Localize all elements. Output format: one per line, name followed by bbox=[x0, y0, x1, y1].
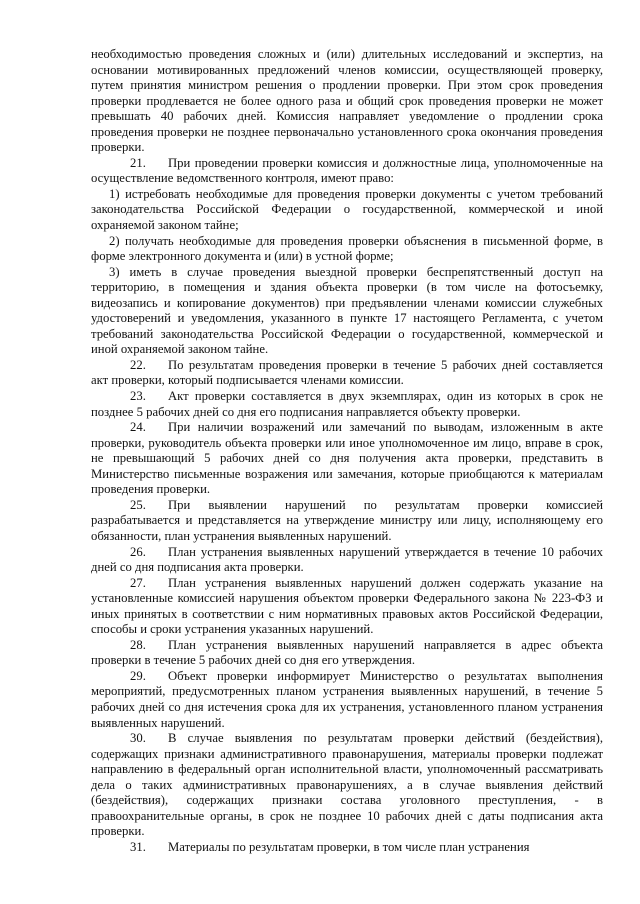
paragraph-24: 24. При наличии возражений или замечаний по выводам, изложенным в акте проверки, руководитель объекта проверки или иное уполномоченное им лицо, вправе в срок, не превышающий 5 рабочих дней со дня получения акта проверки, представить в Министерство письменные возражения или замечания, которые приобщаются к материалам проведения проверки. bbox=[91, 420, 603, 497]
paragraph-28: 28. План устранения выявленных нарушений направляется в адрес объекта проверки в течение 5 рабочих дней со дня его утверждения. bbox=[91, 637, 603, 668]
paragraph-26: 26. План устранения выявленных нарушений утверждается в течение 10 рабочих дней со дня подписания акта проверки. bbox=[91, 544, 603, 575]
paragraph-number: 21. bbox=[130, 155, 146, 170]
paragraph-number: 30. bbox=[130, 731, 146, 746]
paragraph-29: 29. Объект проверки информирует Министерство о результатах выполнения мероприятий, предусмотренных планом устранения выявленных нарушений, в течение 5 рабочих дней со дня истечения срока для их устранения, установленного планом устранения выявленных нарушений. bbox=[91, 668, 603, 730]
paragraph-number: 22. bbox=[130, 357, 146, 372]
paragraph-27: 27. План устранения выявленных нарушений должен содержать указание на установленные комиссией нарушения объектом проверки Федерального закона № 223-ФЗ и иных принятых в соответствии с ним нормативных правовых актов Российской Федерации, способы и сроки устранения указанных нарушений. bbox=[91, 575, 603, 637]
paragraph-31: 31. Материалы по результатам проверки, в том числе план устранения bbox=[130, 839, 530, 854]
subitem-2: 2) получать необходимые для проведения проверки объяснения в письменной форме, в форме электронного документа и (или) в устной форме; bbox=[91, 233, 603, 264]
paragraph-25: 25. При выявлении нарушений по результатам проверки комиссией разрабатывается и представляется на утверждение министру или лицу, исполняющему его обязанности, план устранения выявленных нарушений. bbox=[91, 497, 603, 543]
document-body bbox=[91, 47, 603, 855]
paragraph-continuation: необходимостью проведения сложных и (или) длительных исследований и экспертиз, на основании мотивированных предложений членов комиссии, осуществляющей проверку, путем принятия министром решения о продлении проверки. При этом срок проведения проверки продлевается не более одного раза и общий срок проведения проверки не может превышать 40 рабочих дней. Комиссия направляет уведомление о продлении срока проведения проверки не позднее первоначально установленного срока окончания проведения проверки. bbox=[91, 47, 603, 155]
paragraph-21: 21. При проведении проверки комиссия и должностные лица, уполномоченные на осуществление ведомственного контроля, имеют право: bbox=[91, 155, 603, 186]
paragraph-number: 23. bbox=[130, 389, 146, 404]
paragraph-30: 30. В случае выявления по результатам проверки действий (бездействия), содержащих признаки административного правонарушения, материалы проверки подлежат направлению в федеральный орган исполнительной власти, уполномоченный рассматривать дела о таких административных правонарушениях, а в случае выявления действий (бездействия), содержащих признаки состава уголовного преступления, - в правоохранительные органы, в срок не позднее 10 рабочих дней с даты подписания акта проверки. bbox=[91, 731, 603, 839]
subitem-1: 1) истребовать необходимые для проведения проверки документы с учетом требований законодательства Российской Федерации о государственной, коммерческой и иной охраняемой законом тайне; bbox=[91, 186, 603, 233]
paragraph-number: 24. bbox=[130, 420, 146, 435]
paragraph-number: 25. bbox=[130, 497, 146, 512]
paragraph-23: 23. Акт проверки составляется в двух экземплярах, один из которых в срок не позднее 5 рабочих дней со дня его подписания направляется объекту проверки. bbox=[91, 389, 603, 419]
subitem-3: 3) иметь в случае проведения выездной проверки беспрепятственный доступ на территорию, в помещения и здания объекта проверки (в том числе на фотосъемку, видеозапись и копирование документов) при предъявлении членами комиссии служебных удостоверений и уведомления, указанного в пункте 17 настоящего Регламента, с учетом требований законодательства Российской Федерации о государственной, коммерческой и иной охраняемой законом тайне. bbox=[91, 264, 603, 357]
paragraph-number: 26. bbox=[130, 544, 146, 559]
paragraph-22: 22. По результатам проведения проверки в течение 5 рабочих дней составляется акт проверки, который подписывается членами комиссии. bbox=[91, 357, 603, 388]
paragraph-number: 27. bbox=[130, 575, 146, 590]
paragraph-number: 31. bbox=[130, 839, 146, 854]
paragraph-number: 28. bbox=[130, 637, 146, 652]
paragraph-number: 29. bbox=[130, 668, 146, 683]
